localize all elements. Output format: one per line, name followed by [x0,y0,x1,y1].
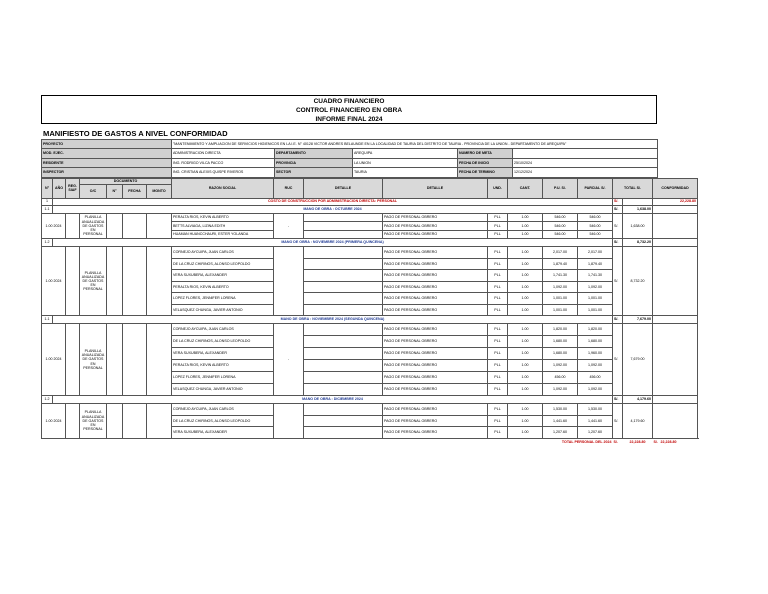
group-currency: S/. [613,316,623,324]
col-n: N° [42,178,53,198]
row-und: PLL [488,270,508,282]
project-info-table [41,139,658,178]
row-detalle-blank [304,348,383,360]
row-cant: 1.00 [508,404,543,416]
row-cant: 1.00 [508,258,543,270]
col-pu: P.U. S/. [543,178,578,198]
group-id: 1.1 [42,205,53,213]
row-total-cur: S/. [613,213,623,239]
sec-value: TAURIA [353,168,458,177]
row-conf-blank [653,404,698,439]
row-razon-social: PERALTA RIOS, KEVIN ALBERTO [172,281,274,293]
group-title-row [42,239,698,247]
costo-n: 1 [42,198,53,205]
group-title: MANO DE OBRA : NOVIEMBRE 2024 (SEGUNDA QUINCENA) [53,316,613,324]
col-ruc: RUC [274,178,304,198]
row-fecha [123,213,147,239]
row-razon-social: DE LA CRUZ CHIRINOS, ALONSO LEOPOLDO [172,336,274,348]
row-detalle: PAGO DE PERSONAL OBRERO [383,281,488,293]
row-reg [66,213,80,239]
row-parcial: 1,207.60 [578,427,613,439]
costo-conf [623,198,653,205]
row-razon-social: VELASQUEZ CHUNGA, JAVIER ANTONIO [172,384,274,396]
row-ruc: - [274,213,304,239]
proyecto-value: "MANTENIMIENTO Y AMPLIACION DE SERVICIOS HIGIENICOS EN LA I.E. N° 40128 VICTOR ANDRES BELAUNDE EN LA LOCALIDAD DE TAURIA DEL DISTRITO DE TAURIA - PROVINCIA DE LA UNION - DEPARTAMENTO DE AREQUIPA" [172,140,658,149]
row-ruc: - [274,324,304,396]
row-parcial: 456.00 [578,372,613,384]
row-fecha [123,404,147,439]
col-cant: CANT. [508,178,543,198]
row-pu: 546.00 [543,213,578,222]
row-monto [147,324,172,396]
total-currency-1: S/. [613,440,618,445]
row-razon-social: BETTS ALVIAGA, LIZINA EDITH [172,222,274,231]
report-title-box [41,95,657,124]
row-monto [147,404,172,439]
row-detalle-blank [304,360,383,372]
row-detalle: PAGO DE PERSONAL OBRERO [383,384,488,396]
row-detalle: PAGO DE PERSONAL OBRERO [383,270,488,282]
title-line-1: CUADRO FINANCIERO [313,98,385,105]
col-und: UND. [488,178,508,198]
row-detalle: PAGO DE PERSONAL OBRERO [383,404,488,416]
row-total: 1,638.00 [623,213,653,239]
row-cant: 1.00 [508,270,543,282]
row-parcial: 1,530.00 [578,404,613,416]
row-pu: 1,680.00 [543,348,578,360]
row-detalle: PAGO DE PERSONAL OBRERO [383,336,488,348]
group-currency: S/. [613,239,623,247]
group-conformidad: 1,638.00 [623,205,653,213]
insp-label: INSPECTOR [42,168,172,177]
row-detalle-blank [304,247,383,259]
row-und: PLL [488,404,508,416]
row-parcial: 546.00 [578,213,613,222]
row-detalle-blank [304,404,383,416]
financial-sheet [41,95,697,446]
col-reg: REG. SIAF [66,178,80,198]
row-cant: 1.00 [508,324,543,336]
row-total: 4,179.60 [623,404,653,439]
dep-label: DEPARTAMENTO [275,149,353,158]
row-cant: 1.00 [508,372,543,384]
res-label: RESIDENTE [42,158,172,167]
total-row [42,438,698,446]
row-razon-social: CORNEJO AYCUIPA, JUAN CARLOS [172,247,274,259]
sec-label: SECTOR [275,168,353,177]
table-row [42,404,698,416]
row-und: PLL [488,360,508,372]
total-currency-2: S/. [653,440,658,445]
row-parcial: 1,092.00 [578,281,613,293]
costo-saldo: 22,228.80 [653,198,698,205]
col-oc: O/C [80,184,107,198]
row-detalle: PAGO DE PERSONAL OBRERO [383,324,488,336]
row-detalle-blank [304,222,383,231]
group-title: MANO DE OBRA : OCTUBRE 2024 [53,205,613,213]
col-razon: RAZON SOCIAL [172,178,274,198]
row-reg [66,324,80,396]
insp-value: ING. CRISTIAN ALEXIS QUISPE RIVEROS [172,168,275,177]
row-parcial: 2,017.00 [578,247,613,259]
row-razon-social: CORNEJO AYCUIPA, JUAN CARLOS [172,324,274,336]
row-reg [66,247,80,316]
row-razon-social: VERA SUXUBERA, ALEXANDER [172,348,274,360]
row-monto [147,247,172,316]
row-ruc [274,247,304,316]
row-conf-blank [653,324,698,396]
row-cant: 1.00 [508,427,543,439]
title-line-2: CONTROL FINANCIERO EN OBRA [295,107,403,114]
row-planilla: PLANILLA ANUALIZADA DE GASTOS EN PERSONAL [80,213,107,239]
row-und: PLL [488,293,508,305]
row-und: PLL [488,324,508,336]
prov-value: LA UNION [353,158,458,167]
row-nro [107,247,123,316]
row-razon-social: DE LA CRUZ CHIRINOS, ALONSO LEOPOLDO [172,415,274,427]
group-title-row [42,205,698,213]
row-detalle: PAGO DE PERSONAL OBRERO [383,230,488,239]
row-cant: 1.00 [508,360,543,372]
title-line-3: INFORME FINAL 2024 [315,116,383,123]
col-detalle-1: DETALLE [304,178,383,198]
group-id: 1.2 [42,239,53,247]
row-und: PLL [488,384,508,396]
row-und: PLL [488,304,508,316]
meta-value [513,149,658,158]
total-label: TOTAL PERSONAL DEL 2024 [561,440,612,445]
row-total-cur: S/. [613,404,623,439]
row-monto [147,213,172,239]
row-parcial: 1,680.00 [578,336,613,348]
row-detalle-blank [304,324,383,336]
row-cant: 1.00 [508,281,543,293]
row-year: 1.00 2024 [42,324,66,396]
row-und: PLL [488,258,508,270]
row-detalle: PAGO DE PERSONAL OBRERO [383,415,488,427]
row-nro [107,404,123,439]
fin-label: FECHA DE TERMINO [458,168,513,177]
total-value-1: 22,228.80 [629,440,646,445]
row-parcial: 1,960.00 [578,348,613,360]
row-detalle-blank [304,415,383,427]
row-razon-social: VERA SUXUBERA, ALEXANDER [172,427,274,439]
row-detalle-blank [304,293,383,305]
row-pu: 546.00 [543,230,578,239]
row-und: PLL [488,372,508,384]
group-conformidad: 8,732.20 [623,239,653,247]
row-cant: 1.00 [508,247,543,259]
dep-value: AREQUIPA [353,149,458,158]
row-cant: 1.00 [508,415,543,427]
row-total: 8,732.20 [623,247,653,316]
group-conformidad: 4,179.60 [623,396,653,404]
row-parcial: 1,001.00 [578,304,613,316]
table-row [42,247,698,259]
col-detalle-2: DETALLE [383,178,488,198]
row-pu: 1,741.30 [543,270,578,282]
row-detalle: PAGO DE PERSONAL OBRERO [383,360,488,372]
row-und: PLL [488,348,508,360]
table-row [42,213,698,222]
group-conformidad: 7,679.00 [623,316,653,324]
total-value-2: 22,228.80 [660,440,677,445]
row-und: PLL [488,427,508,439]
row-cant: 1.00 [508,213,543,222]
row-razon-social: PERALTA RIOS, KEVIN ALBERTO [172,360,274,372]
row-parcial: 546.00 [578,230,613,239]
row-pu: 1,879.40 [543,258,578,270]
group-currency: S/. [613,205,623,213]
row-planilla: PLANILLA ANUALIZADA DE GASTOS EN PERSONAL [80,247,107,316]
row-und: PLL [488,336,508,348]
col-total: TOTAL S/. [613,178,653,198]
row-cant: 1.00 [508,304,543,316]
col-fecha: FECHA [123,184,147,198]
row-razon-social: PERALTA RIOS, KEVIN ALBERTO [172,213,274,222]
row-conf-blank [653,213,698,239]
row-detalle: PAGO DE PERSONAL OBRERO [383,348,488,360]
row-pu: 1,092.00 [543,384,578,396]
row-detalle-blank [304,427,383,439]
row-nro [107,324,123,396]
row-detalle: PAGO DE PERSONAL OBRERO [383,293,488,305]
manifest-heading: MANIFIESTO DE GASTOS A NIVEL CONFORMIDAD [43,129,228,138]
row-razon-social: HUAMAN HUANCCHAURI, ESTER YOLANDA [172,230,274,239]
row-parcial: 1,001.00 [578,293,613,305]
group-saldo-blank [653,205,698,213]
total-spacer [42,438,543,446]
meta-label: NUMERO DE META [458,149,513,158]
group-saldo-blank [653,316,698,324]
row-parcial: 1,820.00 [578,324,613,336]
proyecto-label: PROYECTO [42,140,172,149]
row-pu: 456.00 [543,372,578,384]
row-parcial: 1,092.00 [578,360,613,372]
row-cant: 1.00 [508,384,543,396]
row-pu: 1,530.00 [543,404,578,416]
row-detalle-blank [304,258,383,270]
row-pu: 1,680.00 [543,336,578,348]
row-razon-social: DE LA CRUZ CHIRINOS, ALONSO LEOPOLDO [172,258,274,270]
row-year: 1.00 2024 [42,213,66,239]
row-und: PLL [488,281,508,293]
row-year: 1.00 2024 [42,247,66,316]
col-nro: N° [107,184,123,198]
costo-row [42,198,698,205]
row-fecha [123,247,147,316]
group-currency: S/. [613,396,623,404]
ini-label: FECHA DE INICIO [458,158,513,167]
row-detalle: PAGO DE PERSONAL OBRERO [383,372,488,384]
ini-value: 25/10/2024 [513,158,658,167]
row-detalle: PAGO DE PERSONAL OBRERO [383,247,488,259]
expense-table [41,178,698,447]
row-cant: 1.00 [508,348,543,360]
row-parcial: 1,879.40 [578,258,613,270]
row-reg [66,404,80,439]
row-razon-social: VELASQUEZ CHUNGA, JAVIER ANTONIO [172,304,274,316]
row-und: PLL [488,415,508,427]
row-cant: 1.00 [508,230,543,239]
group-title-row [42,396,698,404]
costo-label: COSTO DE CONSTRUCCION POR ADMINISTRACION DIRECTA: PERSONAL [53,198,613,205]
row-und: PLL [488,247,508,259]
row-pu: 1,001.00 [543,293,578,305]
row-cant: 1.00 [508,222,543,231]
prov-label: PROVINCIA [275,158,353,167]
fin-value: 12/12/2024 [513,168,658,177]
row-und: PLL [488,222,508,231]
row-total-cur: S/. [613,324,623,396]
row-pu: 1,092.00 [543,281,578,293]
row-pu: 1,441.60 [543,415,578,427]
row-cant: 1.00 [508,336,543,348]
row-pu: 1,092.00 [543,360,578,372]
row-parcial: 1,741.30 [578,270,613,282]
row-razon-social: LOPEZ FLORES, JENNIFER LORENA [172,372,274,384]
row-detalle-blank [304,372,383,384]
col-anio: AÑO [53,178,66,198]
row-detalle-blank [304,213,383,222]
row-pu: 1,820.00 [543,324,578,336]
row-detalle: PAGO DE PERSONAL OBRERO [383,222,488,231]
group-saldo-blank [653,239,698,247]
col-documento: DOCUMENTO [80,178,172,184]
row-planilla: PLANILLA ANUALIZADA DE GASTOS EN PERSONAL [80,404,107,439]
row-nro [107,213,123,239]
group-title: MANO DE OBRA : DICIEMBRE 2024 [53,396,613,404]
row-parcial: 1,441.60 [578,415,613,427]
row-cant: 1.00 [508,293,543,305]
row-detalle-blank [304,230,383,239]
col-parcial: PARCIAL S/. [578,178,613,198]
row-und: PLL [488,213,508,222]
row-total: 7,679.00 [623,324,653,396]
row-detalle-blank [304,270,383,282]
group-title-row [42,316,698,324]
row-fecha [123,324,147,396]
row-detalle-blank [304,336,383,348]
col-conformidad: CONFORMIDAD [653,178,698,198]
row-razon-social: LOPEZ FLORES, JENNIFER LORENA [172,293,274,305]
group-title: MANO DE OBRA : NOVIEMBRE 2024 (PRIMERA QUINCENA) [53,239,613,247]
table-row [42,324,698,336]
row-detalle: PAGO DE PERSONAL OBRERO [383,258,488,270]
row-conf-blank [653,247,698,316]
expense-body [42,178,698,446]
row-total-cur: S/. [613,247,623,316]
row-ruc [274,404,304,439]
mod-value: ADMINISTRACION DIRECTA [172,149,275,158]
row-parcial: 546.00 [578,222,613,231]
row-razon-social: VERA SUXUBERA, ALEXANDER [172,270,274,282]
row-razon-social: CORNEJO AYCUIPA, JUAN CARLOS [172,404,274,416]
row-und: PLL [488,230,508,239]
row-detalle: PAGO DE PERSONAL OBRERO [383,427,488,439]
mod-label: MOD. EJEC. [42,149,172,158]
res-value: ING. RODRIGO VILCA PACCO [172,158,275,167]
row-detalle-blank [304,304,383,316]
col-monto: MONTO [147,184,172,198]
group-id: 1.2 [42,396,53,404]
row-pu: 1,207.60 [543,427,578,439]
row-year: 1.00 2024 [42,404,66,439]
group-id: 1.1 [42,316,53,324]
row-detalle: PAGO DE PERSONAL OBRERO [383,304,488,316]
costo-cur: S/. [613,198,623,205]
row-detalle-blank [304,384,383,396]
row-parcial: 1,092.00 [578,384,613,396]
group-saldo-blank [653,396,698,404]
row-detalle-blank [304,281,383,293]
row-pu: 1,001.00 [543,304,578,316]
row-planilla: PLANILLA ANUALIZADA DE GASTOS EN PERSONAL [80,324,107,396]
row-detalle: PAGO DE PERSONAL OBRERO [383,213,488,222]
row-pu: 2,017.00 [543,247,578,259]
row-pu: 546.00 [543,222,578,231]
